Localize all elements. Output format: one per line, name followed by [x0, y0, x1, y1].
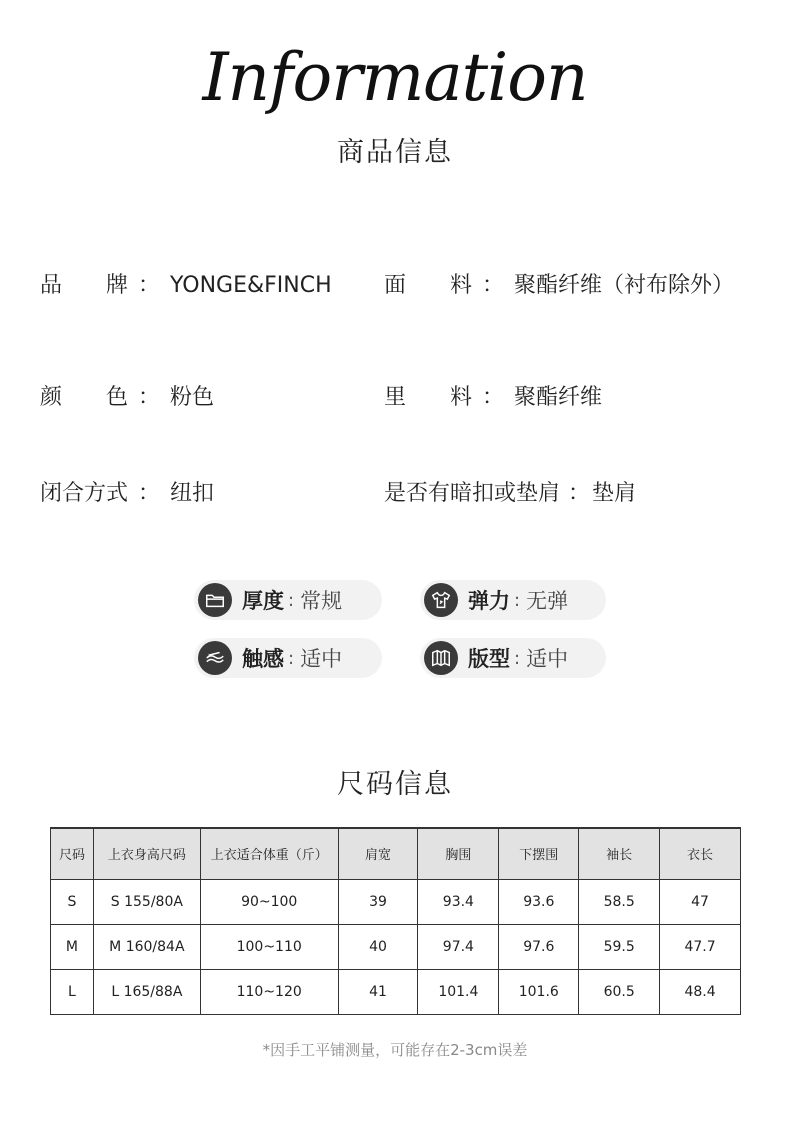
- size-table-header: 上衣适合体重（斤）: [200, 828, 338, 879]
- table-cell: 101.4: [418, 969, 499, 1014]
- table-cell: 48.4: [660, 969, 741, 1014]
- table-cell: S: [51, 879, 94, 924]
- size-table-header-row: [51, 828, 741, 879]
- table-cell: 58.5: [579, 879, 660, 924]
- table-cell: 90~100: [200, 879, 338, 924]
- feature-fit: [420, 638, 606, 678]
- feature-thickness-key: 厚度: [242, 589, 284, 613]
- feature-touch-value: 适中: [300, 647, 343, 671]
- table-cell: M 160/84A: [93, 924, 200, 969]
- info-closure: [40, 476, 214, 507]
- feature-touch-colon: :: [288, 647, 295, 669]
- info-fabric-label: 面 料: [384, 273, 473, 298]
- feature-thickness-value: 常规: [300, 589, 343, 613]
- fabric-icon: [198, 641, 232, 675]
- feature-elasticity-value: 无弹: [526, 589, 569, 613]
- info-shoulder-pad-value: 垫肩: [592, 481, 637, 506]
- feature-fit-value: 适中: [526, 647, 569, 671]
- info-shoulder-pad: [384, 476, 636, 507]
- info-lining: [384, 380, 602, 411]
- feature-thickness-colon: :: [288, 589, 295, 611]
- table-cell: 101.6: [499, 969, 579, 1014]
- product-info-title: 商品信息: [337, 137, 453, 168]
- information-script-title: Information: [202, 39, 588, 116]
- table-cell: 47: [660, 879, 741, 924]
- feature-fit-key: 版型: [468, 647, 510, 671]
- size-table-header: 胸围: [418, 828, 499, 879]
- size-table-header: 肩宽: [338, 828, 418, 879]
- info-color-value: 粉色: [170, 385, 215, 410]
- info-fabric: [384, 268, 734, 299]
- size-info-title: 尺码信息: [337, 769, 453, 800]
- feature-touch-key: 触感: [242, 647, 284, 671]
- table-cell: L: [51, 969, 94, 1014]
- info-lining-value: 聚酯纤维: [514, 385, 603, 410]
- size-table: [50, 827, 741, 1015]
- measurement-note: *因手工平铺测量，可能存在2-3cm误差: [262, 1041, 528, 1059]
- table-cell: L 165/88A: [93, 969, 200, 1014]
- info-closure-value: 纽扣: [170, 481, 215, 506]
- table-cell: 59.5: [579, 924, 660, 969]
- size-table-header: 下摆围: [499, 828, 579, 879]
- table-cell: 93.4: [418, 879, 499, 924]
- info-fabric-sep: ：: [482, 273, 505, 298]
- table-cell: 47.7: [660, 924, 741, 969]
- table-row: [51, 924, 741, 969]
- table-cell: 60.5: [579, 969, 660, 1014]
- table-row: [51, 969, 741, 1014]
- table-cell: M: [51, 924, 94, 969]
- table-cell: S 155/80A: [93, 879, 200, 924]
- folder-icon: [198, 583, 232, 617]
- size-table-header: 上衣身高尺码: [93, 828, 200, 879]
- table-cell: 93.6: [499, 879, 579, 924]
- info-closure-label: 闭合方式: [40, 481, 129, 506]
- shirt-icon: [424, 583, 458, 617]
- size-table-header: 衣长: [660, 828, 741, 879]
- map-fold-icon: [424, 641, 458, 675]
- table-cell: 40: [338, 924, 418, 969]
- feature-elasticity: [420, 580, 606, 620]
- info-shoulder-pad-label: 是否有暗扣或垫肩: [384, 481, 561, 506]
- info-shoulder-pad-sep: ：: [568, 481, 591, 506]
- info-brand: [40, 268, 332, 299]
- info-color: [40, 380, 214, 411]
- feature-fit-colon: :: [514, 647, 521, 669]
- table-cell: 100~110: [200, 924, 338, 969]
- info-closure-sep: ：: [138, 481, 161, 506]
- table-cell: 97.6: [499, 924, 579, 969]
- info-brand-value: YONGE&FINCH: [170, 273, 332, 298]
- table-cell: 39: [338, 879, 418, 924]
- size-table-header: 尺码: [51, 828, 94, 879]
- info-color-label: 颜 色: [40, 385, 129, 410]
- table-row: [51, 879, 741, 924]
- table-cell: 97.4: [418, 924, 499, 969]
- info-brand-sep: ：: [138, 273, 161, 298]
- info-lining-label: 里 料: [384, 385, 473, 410]
- table-cell: 110~120: [200, 969, 338, 1014]
- feature-touch: [194, 638, 382, 678]
- feature-thickness: [194, 580, 382, 620]
- feature-elasticity-key: 弹力: [468, 589, 510, 613]
- size-table-header: 袖长: [579, 828, 660, 879]
- info-fabric-value: 聚酯纤维（衬布除外）: [514, 273, 735, 298]
- info-lining-sep: ：: [482, 385, 505, 410]
- feature-elasticity-colon: :: [514, 589, 521, 611]
- table-cell: 41: [338, 969, 418, 1014]
- info-color-sep: ：: [138, 385, 161, 410]
- info-brand-label: 品 牌: [40, 273, 129, 298]
